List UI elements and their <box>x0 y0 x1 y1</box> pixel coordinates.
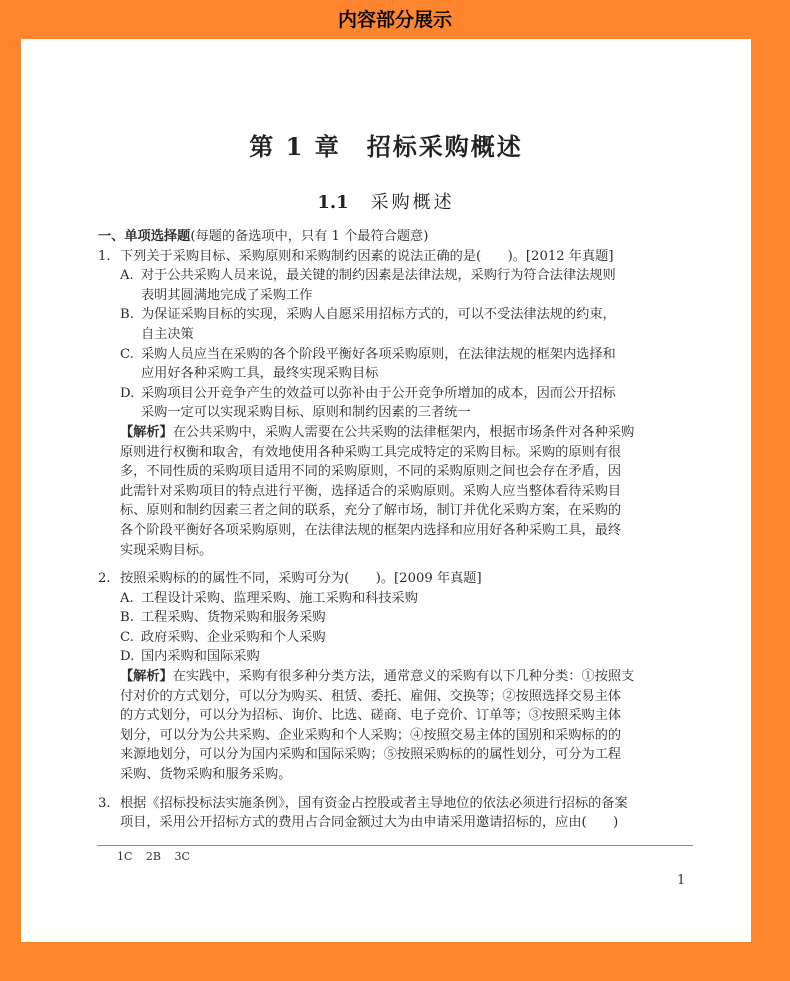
analysis-tag: 【解析】 <box>120 669 173 685</box>
analysis-tag: 【解析】 <box>120 424 173 440</box>
section-name: 采购概述 <box>370 192 455 213</box>
q2-option-a <box>98 589 692 609</box>
q2-option-c <box>98 628 692 648</box>
heading-label: 一、单项选择题 <box>98 229 191 244</box>
q2-analysis-line <box>98 667 692 687</box>
question-2-stem <box>98 569 692 589</box>
analysis-text: 标、原则和制约因素三者之间的联系，充分了解市场，制订并优化采购方案，在采购的 <box>120 503 622 519</box>
option-text-cont: 采购一定可以实现采购目标、原则和制约因素的三者统一 <box>141 405 471 421</box>
option-text: 工程设计采购、监理采购、施工采购和科技采购 <box>141 590 418 606</box>
analysis-text: 划分，可以分为公共采购、企业采购和个人采购；④按照交易主体的国别和采购标的的 <box>120 727 622 743</box>
answer-key: 1C 2B 3C <box>117 850 190 863</box>
chapter-name: 招标采购概述 <box>366 132 523 161</box>
question-text: 下列关于采购目标、采购原则和采购制约因素的说法正确的是( )。[2012 年真题] <box>120 248 614 264</box>
question-text: 按照采购标的的属性不同，采购可分为( )。[2009 年真题] <box>120 571 482 587</box>
option-text-cont: 应用好各种采购工具，最终实现采购目标 <box>141 366 379 382</box>
heading-note: (每题的备选项中，只有 1 个最符合题意) <box>190 229 429 244</box>
analysis-text: 各个阶段平衡好各项采购原则，在法律法规的框架内选择和应用好各种采购工具，最终 <box>120 522 622 538</box>
option-key: D. <box>120 649 135 665</box>
analysis-text: 采购、货物采购和服务采购。 <box>120 767 292 783</box>
option-text: 采购项目公开竞争产生的效益可以弥补由于公开竞争所增加的成本，因而公开招标 <box>141 385 616 401</box>
section-number: 1.1 <box>317 192 349 213</box>
analysis-text: 来源地划分，可以分为国内采购和国际采购；⑤按照采购标的的属性划分，可分为工程 <box>120 747 622 763</box>
q1-analysis-line <box>98 423 692 443</box>
analysis-text: 实现采购目标。 <box>120 542 213 558</box>
analysis-text: 在实践中，采购有很多种分类方法，通常意义的采购有以下几种分类：①按照支 <box>172 669 635 685</box>
question-3-stem <box>98 794 692 814</box>
analysis-text: 付对价的方式划分，可以分为购买、租赁、委托、雇佣、交换等；②按照选择交易主体 <box>120 688 622 704</box>
question-number: 1. <box>98 248 111 264</box>
chapter-number: 第 1 章 <box>249 132 341 161</box>
chapter-title <box>21 127 751 162</box>
option-text: 采购人员应当在采购的各个阶段平衡好各项采购原则，在法律法规的框架内选择和 <box>141 346 616 362</box>
option-key: A. <box>120 268 134 284</box>
analysis-text: 多，不同性质的采购项目适用不同的采购原则，不同的采购原则之间也会存在矛盾，因 <box>120 464 622 480</box>
option-text: 对于公共采购人员来说，最关键的制约因素是法律法规，采购行为符合法律法规则 <box>141 268 616 284</box>
option-key: B. <box>120 610 134 626</box>
q1-option-a <box>98 266 692 286</box>
option-text: 工程采购、货物采购和服务采购 <box>141 610 326 626</box>
question-text-cont: 项目，采用公开招标方式的费用占合同金额过大为由申请采用邀请招标的，应由( ) <box>120 815 619 831</box>
question-type-heading <box>98 227 692 247</box>
option-text: 为保证采购目标的实现，采购人自愿采用招标方式的，可以不受法律法规的约束， <box>141 307 616 323</box>
question-text: 根据《招标投标法实施条例》，国有资金占控股或者主导地位的依法必须进行招标的备案 <box>120 795 628 811</box>
banner-title: 内容部分展示 <box>337 9 452 31</box>
question-number: 2. <box>98 571 111 587</box>
analysis-text: 的方式划分，可以分为招标、询价、比选、磋商、电子竞价、订单等；③按照采购主体 <box>120 708 622 724</box>
question-number: 3. <box>98 795 111 811</box>
q2-option-d <box>98 647 692 667</box>
analysis-text: 原则进行权衡和取舍，有效地使用各种采购工具完成特定的采购目标。采购的原则有很 <box>120 444 622 460</box>
section-title <box>21 188 751 214</box>
analysis-text: 在公共采购中，采购人需要在公共采购的法律框架内，根据市场条件对各种采购 <box>172 424 635 440</box>
page-number: 1 <box>677 873 686 888</box>
analysis-text: 此需针对采购项目的特点进行平衡，选择适合的采购原则。采购人应当整体看待采购目 <box>120 483 622 499</box>
q1-option-b <box>98 305 692 325</box>
footnote-divider <box>97 845 693 846</box>
option-key: C. <box>120 346 134 362</box>
document-page <box>21 39 751 942</box>
option-key: A. <box>120 590 134 606</box>
option-text-cont: 表明其圆满地完成了采购工作 <box>141 287 313 303</box>
option-key: C. <box>120 629 134 645</box>
option-key: D. <box>120 385 135 401</box>
q1-option-d <box>98 384 692 404</box>
option-text: 国内采购和国际采购 <box>141 649 260 665</box>
q1-option-c <box>98 345 692 365</box>
option-key: B. <box>120 307 134 323</box>
option-text: 政府采购、企业采购和个人采购 <box>141 629 326 645</box>
option-text-cont: 自主决策 <box>141 326 194 342</box>
document-body <box>98 227 692 833</box>
q2-option-b <box>98 608 692 628</box>
question-1-stem <box>98 247 692 267</box>
